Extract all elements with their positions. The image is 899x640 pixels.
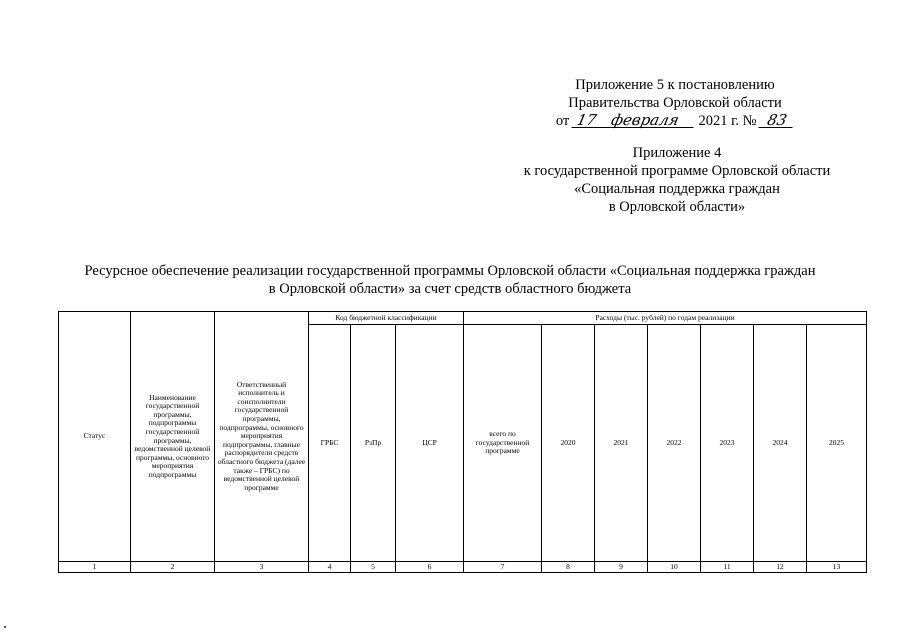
column-number: 2 <box>131 562 215 573</box>
document-title <box>40 262 860 298</box>
column-number: 5 <box>351 562 396 573</box>
header-budget-code-group: Код бюджетной классификации <box>309 312 464 325</box>
document-title-line2: в Орловской области» за счет средств областного бюджета <box>268 281 632 297</box>
header-expenses-group: Расходы (тыс. рублей) по годам реализации <box>464 312 867 325</box>
column-number: 12 <box>754 562 807 573</box>
column-number: 4 <box>309 562 351 573</box>
document-title-line1: Ресурсное обеспечение реализации государственной программы Орловской области «Социальная поддержка граждан <box>84 263 816 279</box>
header-year-2021: 2021 <box>595 325 648 562</box>
column-number: 6 <box>396 562 464 573</box>
date-year: 2021 г. № <box>698 113 757 129</box>
header-year-2025: 2025 <box>807 325 867 562</box>
column-number-row <box>59 562 867 573</box>
handwritten-month: февраля <box>593 113 696 128</box>
header-year-2024: 2024 <box>754 325 807 562</box>
column-number: 7 <box>464 562 542 573</box>
header-grbs: ГРБС <box>309 325 351 562</box>
header-total: всего по государственной программе <box>464 325 542 562</box>
resource-table <box>58 311 867 573</box>
handwritten-day: 17 <box>571 113 596 128</box>
column-number: 13 <box>807 562 867 573</box>
appendix-4-header <box>492 144 862 216</box>
appendix-5-header <box>520 76 830 130</box>
header-status: Статус <box>59 312 131 562</box>
column-number: 3 <box>215 562 309 573</box>
header-year-2020: 2020 <box>542 325 595 562</box>
appendix-4-line2: к государственной программе Орловской области <box>523 163 831 179</box>
appendix-5-line1: Приложение 5 к постановлению <box>575 77 775 93</box>
column-number: 1 <box>59 562 131 573</box>
header-responsible: Ответственный исполнитель и соисполнители государственной программы, подпрограммы, основного мероприятия подпрограммы, главные распорядители средств областного бюджета (далее также – ГРБС) по ведомственной целевой программе <box>215 312 309 562</box>
appendix-4-line4: в Орловской области» <box>608 199 746 215</box>
appendix-4-line3: «Социальная поддержка граждан <box>574 181 780 197</box>
column-number: 8 <box>542 562 595 573</box>
header-rzpr: РзПр <box>351 325 396 562</box>
appendix-5-line2: Правительства Орловской области <box>568 95 782 111</box>
handwritten-number: 83 <box>759 113 796 128</box>
header-year-2023: 2023 <box>701 325 754 562</box>
date-prefix: от <box>555 113 570 129</box>
decree-date-line <box>520 112 830 130</box>
column-number: 9 <box>595 562 648 573</box>
scan-speck <box>4 626 6 628</box>
column-number: 11 <box>701 562 754 573</box>
appendix-4-line1: Приложение 4 <box>632 145 722 161</box>
header-csr: ЦСР <box>396 325 464 562</box>
column-number: 10 <box>648 562 701 573</box>
header-year-2022: 2022 <box>648 325 701 562</box>
header-name: Наименование государственной программы, подпрограммы государственной программы, ведомственной целевой программы, основного мероприятия подпрограммы <box>131 312 215 562</box>
